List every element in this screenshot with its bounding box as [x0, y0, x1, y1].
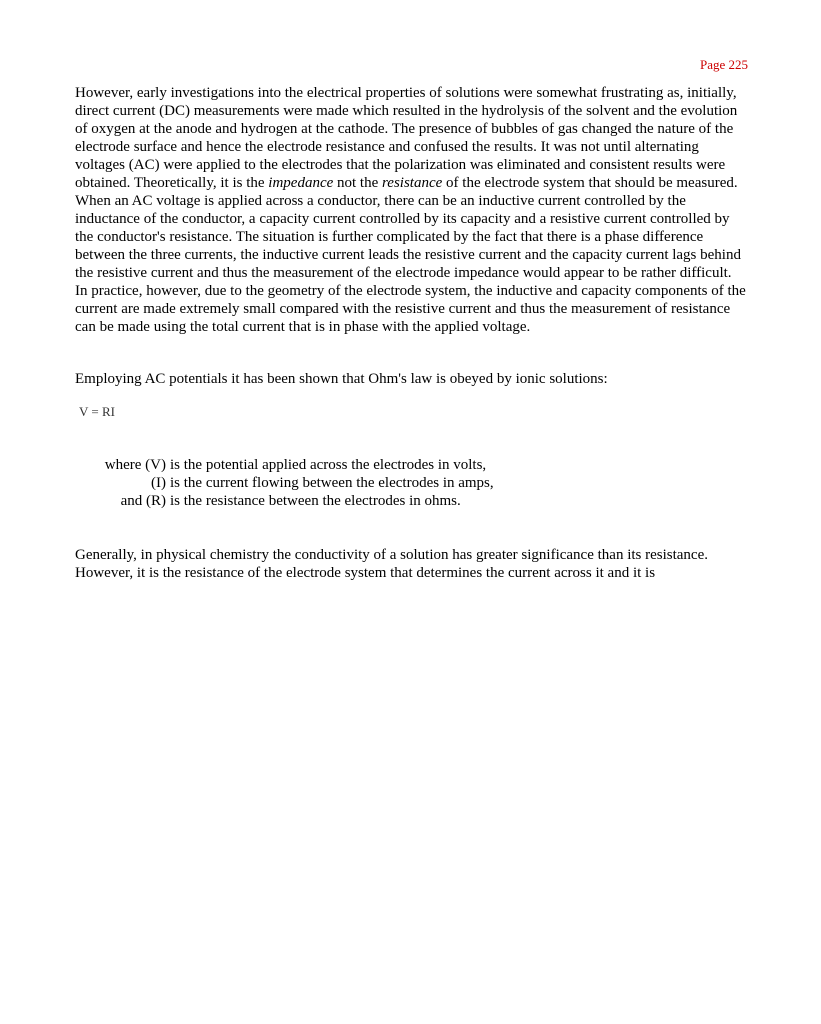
paragraph-intro-text-1: However, early investigations into the electrical properties of solutions were somewhat frustrating as, initially, direct current (DC) measurements were made which resulted in the hydrolysis of the solvent and the evolution of oxygen at the anode and hydrogen at the cathode. The presence of bubbles of gas changed the nature of the electrode surface and hence the electrode resistance and confused the results. It was not until alternating voltages (AC) were applied to the electrodes that the polarization was eliminated and consistent results were obtained. Theoretically, it is the	[75, 85, 738, 191]
paragraph-intro-text-2: not the	[333, 175, 383, 191]
emphasis-impedance: impedance	[268, 175, 334, 191]
paragraph-conductivity: Generally, in physical chemistry the conductivity of a solution has greater significance than its resistance. However, it is the resistance of the electrode system that determines the current across it and it is	[75, 547, 708, 581]
definition-text: is the current flowing between the electrodes in amps,	[170, 475, 494, 491]
definition-row-v	[96, 456, 494, 474]
variable-definitions	[96, 456, 494, 510]
definition-symbol: and (R)	[120, 493, 166, 509]
paragraph-ohms-law: Employing AC potentials it has been shown that Ohm's law is obeyed by ionic solutions:	[75, 371, 608, 387]
ohms-law-equation: V = RI	[79, 404, 115, 419]
emphasis-resistance: resistance	[382, 175, 443, 191]
page-number: Page 225	[699, 57, 748, 72]
definition-text: is the resistance between the electrodes in ohms.	[170, 493, 461, 509]
paragraph-intro	[75, 84, 747, 336]
definition-row-r	[96, 492, 494, 510]
definition-symbol: (I)	[151, 475, 166, 491]
definition-text: is the potential applied across the electrodes in volts,	[170, 457, 487, 473]
paragraph-intro-text-3: of the electrode system that should be measured. When an AC voltage is applied across a conductor, there can be an inductive current controlled by the inductance of the conductor, a capacity current controlled by its capacity and a resistive current controlled by the conductor's resistance. The situation is further complicated by the fact that there is a phase difference between the three currents, the inductive current leads the resistive current and the capacity current lags behind the resistive current and thus the measurement of the electrode impedance would appear to be rather difficult. In practice, however, due to the geometry of the electrode system, the inductive and capacity components of the current are made extremely small compared with the resistive current and thus the measurement of resistance can be made using the total current that is in phase with the applied voltage.	[75, 175, 746, 335]
definition-symbol: where (V)	[104, 457, 166, 473]
definition-row-i	[96, 474, 494, 492]
